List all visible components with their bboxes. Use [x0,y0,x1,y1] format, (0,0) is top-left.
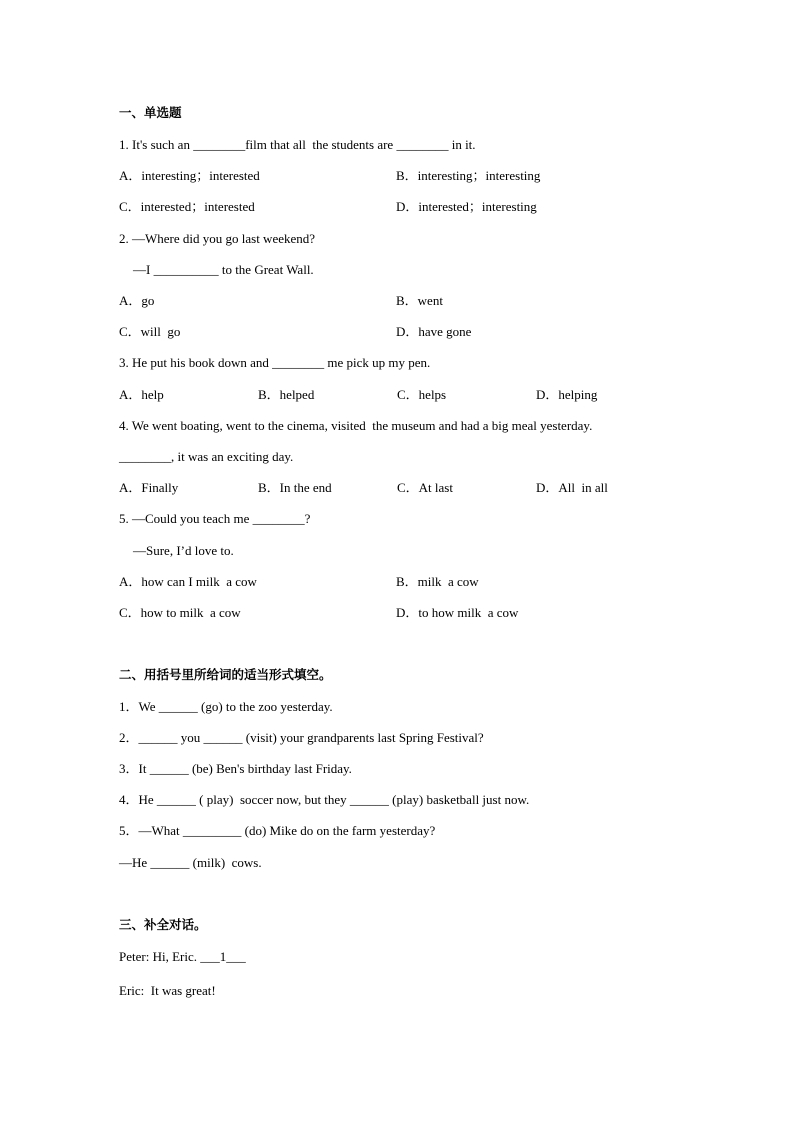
question-2-stem-line2: —I __________ to the Great Wall. [133,262,314,277]
section-heading-1: 一、单选题 [119,105,182,120]
question-2-stem: 2. —Where did you go last weekend? [119,231,316,246]
question-4-option-a: A．Finally [119,480,179,495]
question-1-stem: 1. It's such an ________film that all the students are ________ in it. [119,137,476,152]
section-heading-3: 三、补全对话。 [119,917,207,932]
fill-blank-item-2: 2．______ you ______ (visit) your grandparents last Spring Festival? [119,730,484,745]
fill-blank-item-3: 3．It ______ (be) Ben's birthday last Friday. [119,761,352,776]
question-5-option-b: B．milk a cow [396,574,479,589]
question-1-option-d: D．interested；interesting [396,199,537,214]
question-3-option-b: B．helped [258,387,315,402]
question-4-option-d: D．All in all [536,480,608,495]
question-2-option-a: A．go [119,293,155,308]
question-2-option-b: B．went [396,293,443,308]
question-4-option-c: C．At last [397,480,453,495]
section-heading-2: 二、用括号里所给词的适当形式填空。 [119,667,332,682]
question-4-stem: 4. We went boating, went to the cinema, visited the museum and had a big meal yesterday. [119,418,593,433]
question-5-option-c: C．how to milk a cow [119,605,241,620]
fill-blank-item-5-answer-line: —He ______ (milk) cows. [119,855,262,870]
question-5-stem-line2: —Sure, I’d love to. [133,543,234,558]
question-1-option-b: B．interesting；interesting [396,168,541,183]
question-5-stem: 5. —Could you teach me ________? [119,511,311,526]
question-1-option-c: C．interested；interested [119,199,255,214]
question-2-option-d: D．have gone [396,324,472,339]
dialogue-line-2: Eric: It was great! [119,983,216,998]
fill-blank-item-5: 5．—What _________ (do) Mike do on the farm yesterday? [119,823,436,838]
question-4-option-b: B．In the end [258,480,332,495]
fill-blank-item-4: 4．He ______ ( play) soccer now, but they ______ (play) basketball just now. [119,792,530,807]
question-3-option-c: C．helps [397,387,447,402]
question-1-option-a: A．interesting；interested [119,168,260,183]
question-5-option-a: A．how can I milk a cow [119,574,257,589]
question-3-option-d: D．helping [536,387,598,402]
question-3-stem: 3. He put his book down and ________ me pick up my pen. [119,355,431,370]
fill-blank-item-1: 1．We ______ (go) to the zoo yesterday. [119,699,333,714]
question-3-option-a: A．help [119,387,164,402]
question-5-option-d: D．to how milk a cow [396,605,519,620]
question-4-stem-line2: ________, it was an exciting day. [119,449,294,464]
question-2-option-c: C．will go [119,324,181,339]
dialogue-line-1: Peter: Hi, Eric. ___1___ [119,949,246,964]
